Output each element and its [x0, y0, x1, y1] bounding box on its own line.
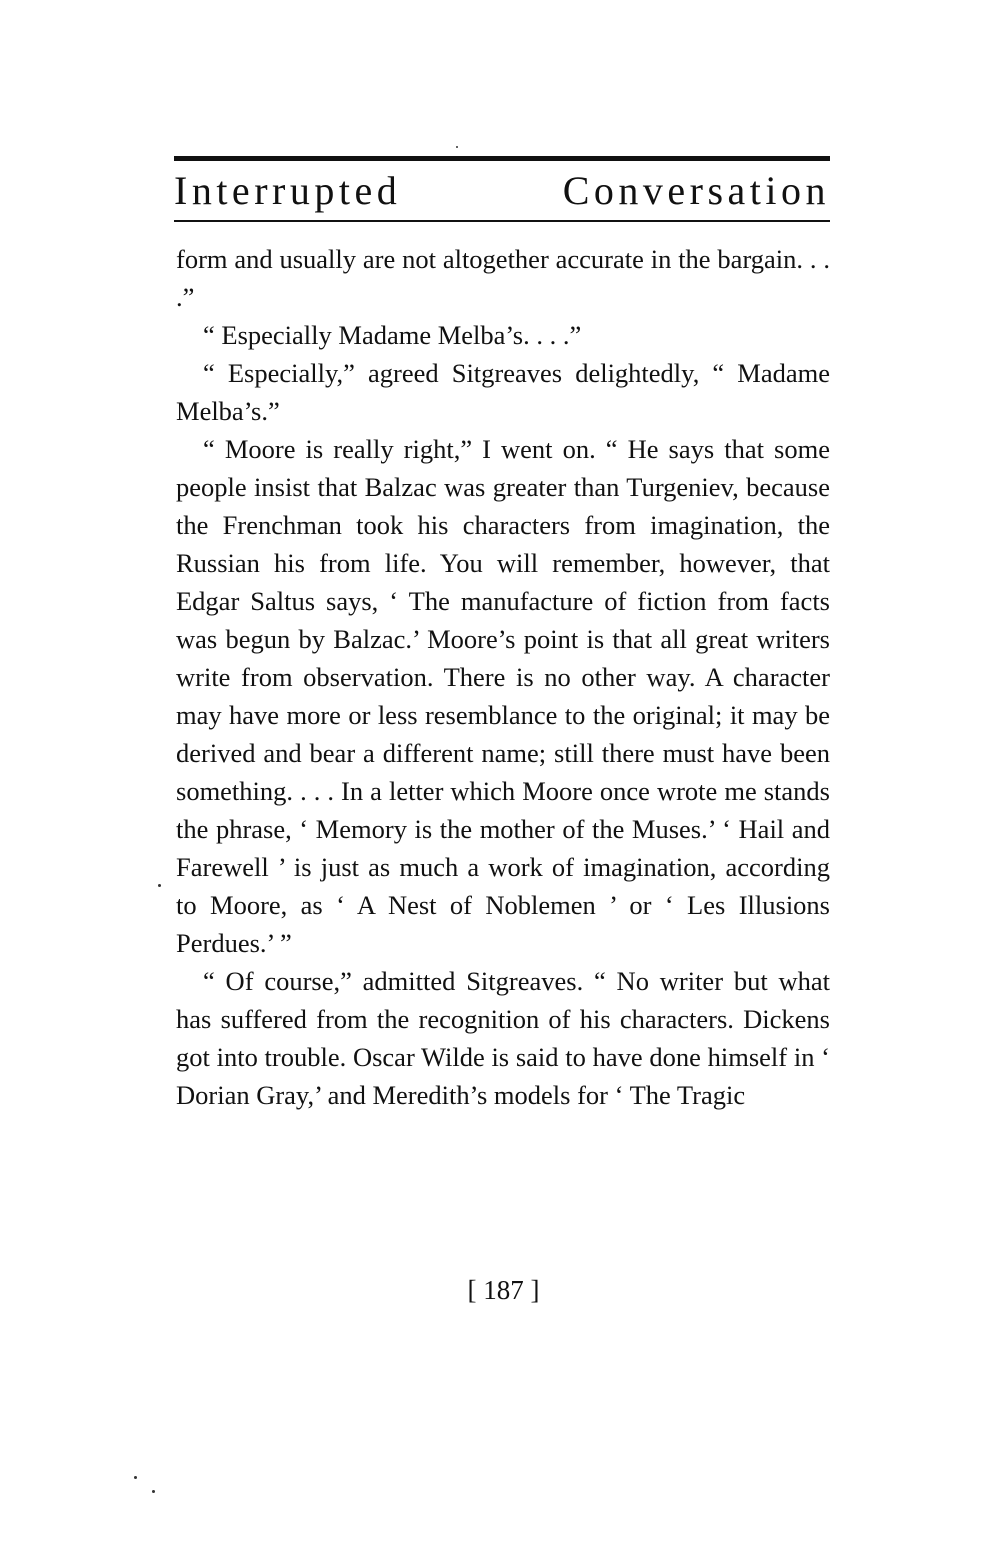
scan-speck: [134, 1476, 137, 1479]
scan-speck: [158, 884, 161, 887]
body-text: [176, 240, 830, 1114]
running-head: [174, 166, 830, 216]
page-number: [ 187 ]: [467, 1275, 540, 1305]
paragraph-continued: form and usually are not altogether accurate in the bargain. . . .”: [176, 244, 830, 312]
header-rule-top: [174, 156, 830, 161]
paragraph: “ Especially Madame Melba’s. . . .”: [203, 320, 582, 350]
running-head-word-2: Conversation: [562, 168, 830, 213]
header-rule-bottom: [174, 220, 830, 222]
scan-speck: [456, 146, 458, 148]
running-head-word-1: Interrupted: [174, 168, 402, 213]
paragraph: “ Of course,” admitted Sitgreaves. “ No writer but what has suffered from the recognition of his characters. Dickens got into trouble. Oscar Wilde is said to have done himself in ‘ Dorian Gray,’ and Meredith’s models for ‘ The Tragic: [176, 966, 830, 1110]
paragraph: “ Especially,” agreed Sitgreaves delightedly, “ Madame Melba’s.”: [176, 358, 830, 426]
paragraph: “ Moore is really right,” I went on. “ He says that some people insist that Balzac was greater than Turgeniev, because the Frenchman took his characters from imagination, the Russian his from life. You will remember, however, that Edgar Saltus says, ‘ The manufacture of fiction from facts was begun by Balzac.’ Moore’s point is that all great writers write from observation. There is no other way. A character may have more or less resemblance to the original; it may be derived and bear a different name; still there must have been something. . . . In a letter which Moore once wrote me stands the phrase, ‘ Memory is the mother of the Muses.’ ‘ Hail and Farewell ’ is just as much a work of imagination, according to Moore, as ‘ A Nest of Noblemen ’ or ‘ Les Illusions Perdues.’ ”: [176, 434, 830, 958]
scan-speck: [152, 1490, 155, 1493]
